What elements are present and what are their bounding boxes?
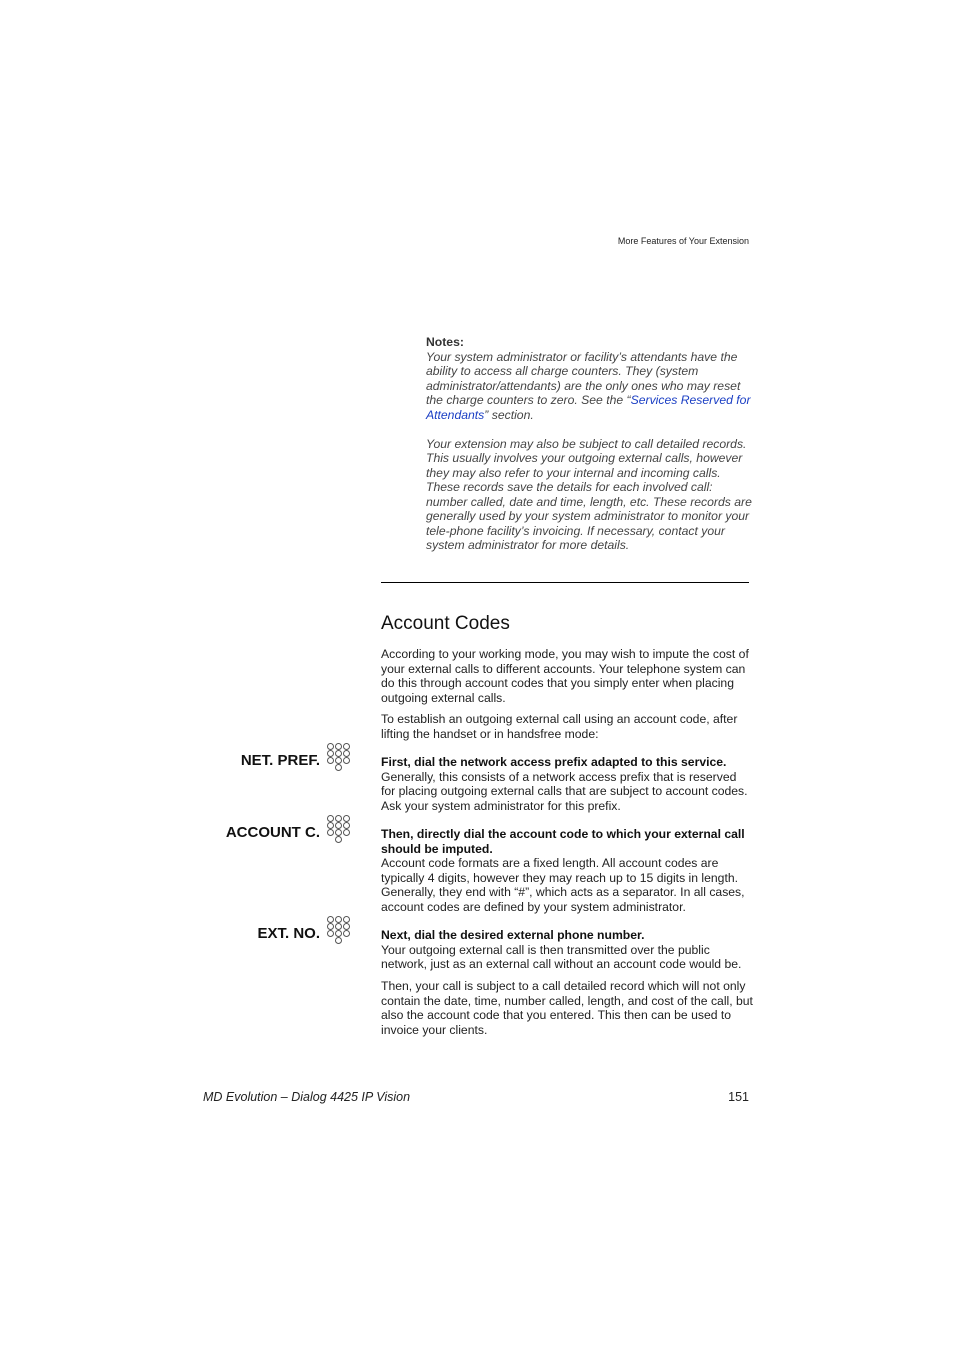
running-header: More Features of Your Extension bbox=[617, 236, 749, 246]
section-divider bbox=[381, 582, 749, 583]
intro-text-2: To establish an outgoing external call using an account code, after lifting the handset or in handsfree mode: bbox=[381, 712, 738, 741]
notes-title: Notes: bbox=[426, 335, 464, 349]
closing-paragraph bbox=[381, 979, 753, 1037]
step-account-code-description: Account code formats are a fixed length. All account codes are typically 4 digits, however they may reach up to 15 digits in length. Generally, they end with “#”, which acts as a separator. In all cases, account codes are defined by your system administrator. bbox=[381, 856, 745, 914]
step-ext-no-instruction: Next, dial the desired external phone number. bbox=[381, 928, 645, 942]
intro-paragraph-2 bbox=[381, 712, 753, 741]
step-net-pref-description: Generally, this consists of a network access prefix that is reserved for placing outgoing external calls that are subject to account codes. Ask your system administrator for this prefix. bbox=[381, 769, 748, 813]
intro-paragraph-1 bbox=[381, 647, 753, 705]
notes-p1-text-after: ” section. bbox=[484, 407, 534, 422]
step-account-code-instruction: Then, directly dial the account code to which your external call should be imputed. bbox=[381, 827, 745, 856]
notes-block bbox=[426, 335, 752, 553]
keypad-icon bbox=[326, 916, 350, 944]
footer-doc-title: MD Evolution – Dialog 4425 IP Vision bbox=[203, 1090, 411, 1104]
closing-text: Then, your call is subject to a call detailed record which will not only contain the date, time, number called, length, and cost of the call, but also the account code that you entered. This then can be used to invoice your clients. bbox=[381, 979, 753, 1037]
key-label-net-pref: NET. PREF. bbox=[240, 752, 320, 769]
section-title: Account Codes bbox=[381, 613, 510, 634]
services-reserved-link[interactable]: Services Reserved for Attendants bbox=[426, 393, 751, 422]
key-label-ext-no: EXT. NO. bbox=[257, 925, 320, 942]
footer-page-number: 151 bbox=[728, 1090, 749, 1104]
keypad-icon bbox=[326, 815, 350, 843]
intro-text-1: According to your working mode, you may wish to impute the cost of your external calls to different accounts. Your telephone system can do this through account codes that you simply enter when placing outgoing external calls. bbox=[381, 647, 749, 705]
notes-paragraph-1 bbox=[426, 350, 752, 423]
step-ext-no-description: Your outgoing external call is then transmitted over the public network, just as an external call without an account code would be. bbox=[381, 942, 742, 971]
step-account-code bbox=[381, 827, 753, 914]
notes-p1-text-before: Your system administrator or facility’s attendants have the ability to access all charge counters. They (system administrator/attendants) are the only ones who may reset the charge counters to zero. See the “ bbox=[426, 349, 741, 407]
key-label-account-code: ACCOUNT C. bbox=[225, 824, 320, 841]
step-net-pref bbox=[381, 755, 753, 813]
keypad-icon bbox=[326, 743, 350, 771]
step-ext-no bbox=[381, 928, 753, 972]
notes-paragraph-2: Your extension may also be subject to call detailed records. This usually involves your outgoing external calls, however they may also refer to your internal and incoming calls. These records save the details for each involved call: number called, date and time, length, etc. These records are generally used by your system administrator to monitor your tele-phone facility’s invoicing. If necessary, contact your system administrator for more details. bbox=[426, 436, 752, 552]
step-net-pref-instruction: First, dial the network access prefix adapted to this service. bbox=[381, 755, 727, 769]
